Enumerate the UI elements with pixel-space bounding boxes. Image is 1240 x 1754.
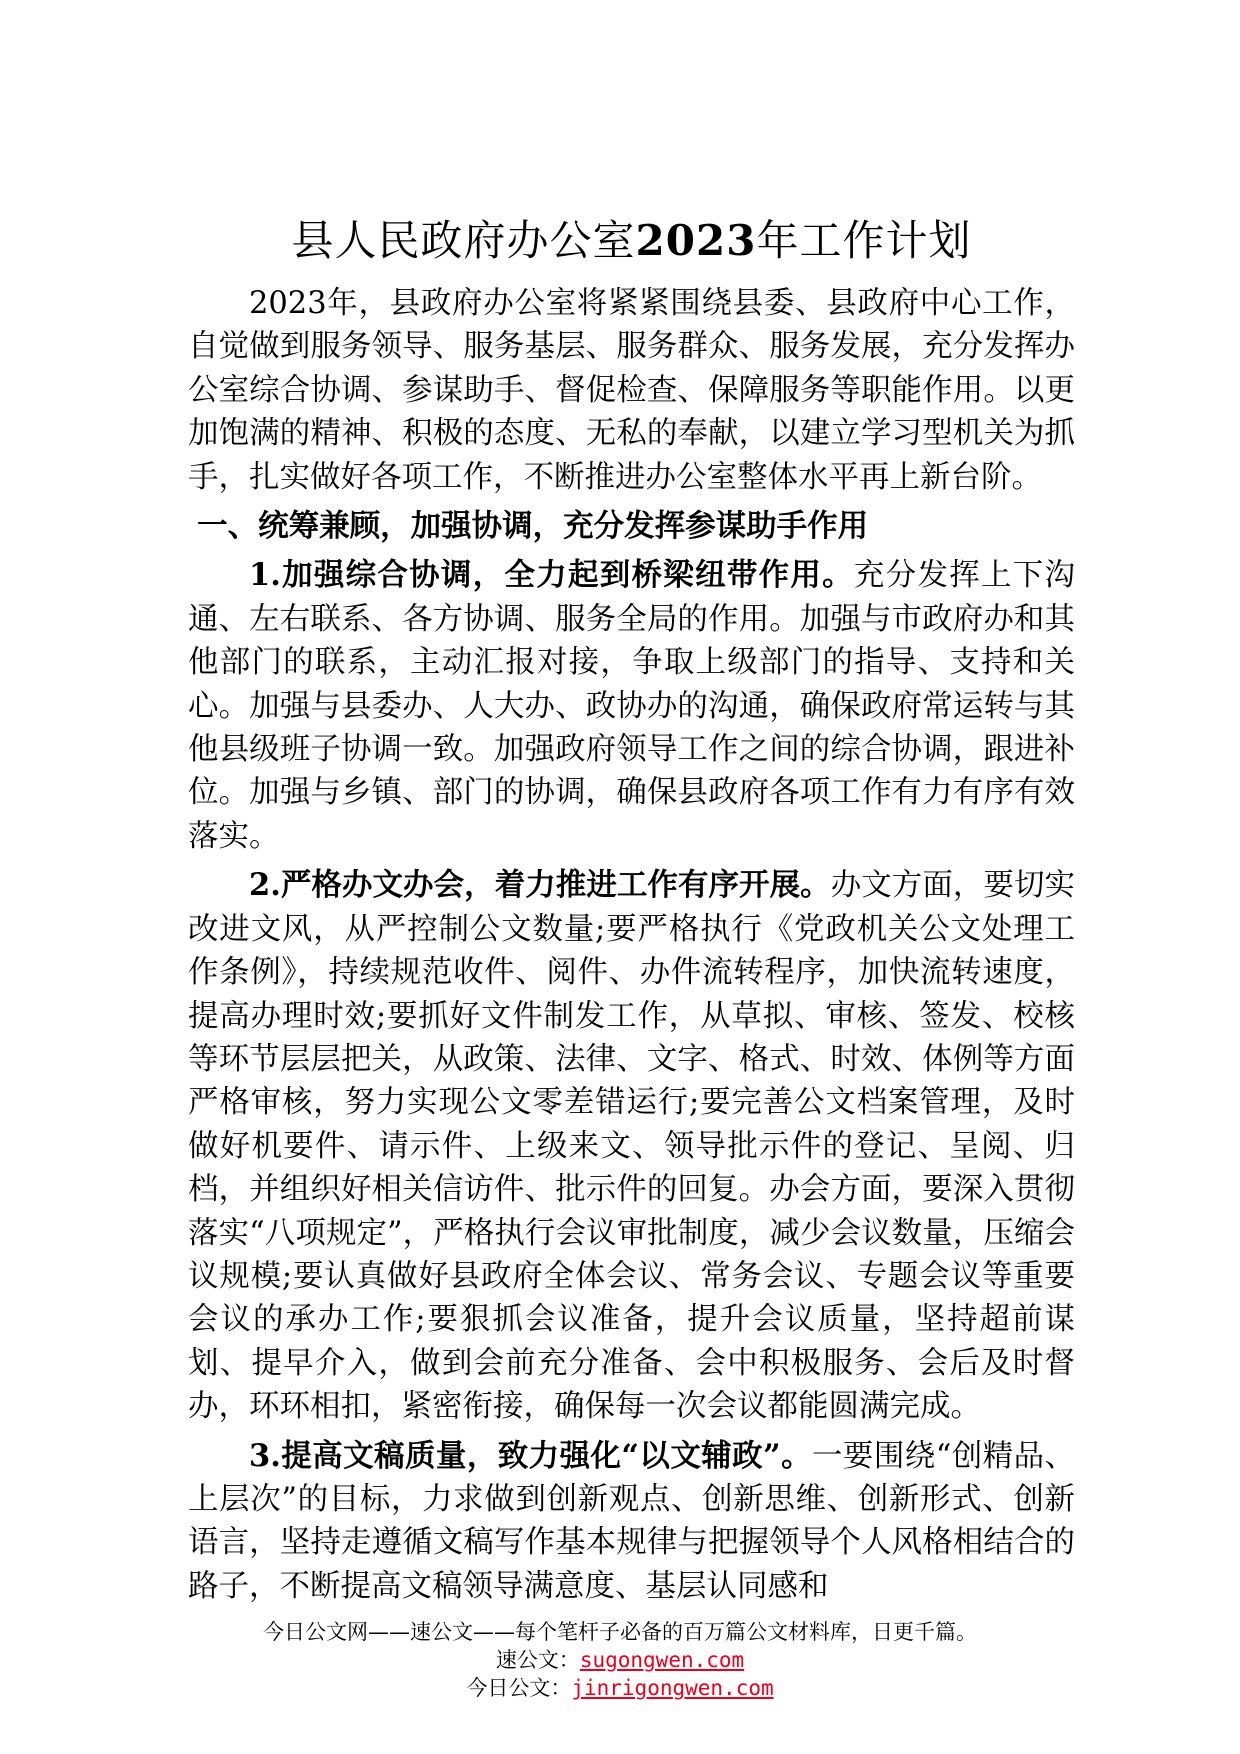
section-heading-1: 一、统筹兼顾，加强协调，充分发挥参谋助手作用: [197, 508, 869, 545]
footer-label-sugongwen: 速公文：: [495, 1648, 580, 1672]
footer-line-sugongwen: [0, 1646, 1240, 1674]
item-paragraph-1: [188, 554, 1075, 858]
item-text-3: 一要围绕“创精品、上层次”的目标，力求做到创新观点、创新思维、创新形式、创新语言，坚持走遵循文稿写作基本规律与把握领导个人风格相结合的路子，不断提高文稿领导满意度、基层认同感和: [188, 1438, 1075, 1604]
item-lead-3: 3.提高文稿质量，致力强化“以文辅政”。: [249, 1437, 812, 1474]
item-paragraph-3: [188, 1435, 1075, 1609]
item-lead-1: 1.加强综合协调，全力起到桥梁纽带作用。: [249, 557, 854, 594]
title-prefix: 县人民政府办公室: [291, 216, 636, 265]
item-paragraph-2: [188, 864, 1075, 1428]
item-text-2: 办文方面，要切实改进文风，从严控制公文数量;要严格执行《党政机关公文处理工作条例》，持续规范收件、阅件、办件流转程序，加快流转速度，提高办理时效;要抓好文件制发工作，从草拟、审核、签发、校核等环节层层把关，从政策、法律、文字、格式、时效、体例等方面严格审核，努力实现公文零差错运行;要完善公文档案管理，及时做好机要件、请示件、上级来文、领导批示件的登记、呈阅、归档，并组织好相关信访件、批示件的回复。办会方面，要深入贯彻落实“八项规定”，严格执行会议审批制度，减少会议数量，压缩会议规模;要认真做好县政府全体会议、常务会议、专题会议等重要会议的承办工作;要狠抓会议准备，提升会议质量，坚持超前谋划、提早介入，做到会前充分准备、会中积极服务、会后及时督办，环环相扣，紧密衔接，确保每一次会议都能圆满完成。: [188, 868, 1075, 1425]
intro-paragraph: 2023年，县政府办公室将紧紧围绕县委、县政府中心工作，自觉做到服务领导、服务基层、服务群众、服务发展，充分发挥办公室综合协调、参谋助手、督促检查、保障服务等职能作用。以更加饱满的精神、积极的态度、无私的奉献，以建立学习型机关为抓手，扎实做好各项工作，不断推进办公室整体水平再上新台阶。: [188, 286, 1075, 495]
jinrigongwen-link[interactable]: jinrigongwen.com: [571, 1676, 774, 1700]
page-footer: [0, 1618, 1240, 1702]
title-suffix: 年工作计划: [756, 216, 972, 265]
sugongwen-link[interactable]: sugongwen.com: [579, 1648, 745, 1672]
footer-line-jinrigongwen: [0, 1674, 1240, 1702]
footer-label-jinrigongwen: 今日公文：: [466, 1676, 572, 1700]
item-lead-2: 2.严格办文办会，着力推进工作有序开展。: [249, 867, 831, 904]
document-body: [188, 212, 1075, 1614]
item-text-1: 充分发挥上下沟通、左右联系、各方协调、服务全局的作用。加强与市政府办和其他部门的联系，主动汇报对接，争取上级部门的指导、支持和关心。加强与县委办、人大办、政协办的沟通，确保政府常运转与其他县级班子协调一致。加强政府领导工作之间的综合协调，跟进补位。加强与乡镇、部门的协调，确保县政府各项工作有力有序有效落实。: [188, 558, 1076, 854]
footer-slogan: 今日公文网——速公文——每个笔杆子必备的百万篇公文材料库，日更千篇。: [263, 1620, 977, 1644]
title-year: 2023: [635, 216, 757, 265]
document-title: [188, 212, 1075, 270]
